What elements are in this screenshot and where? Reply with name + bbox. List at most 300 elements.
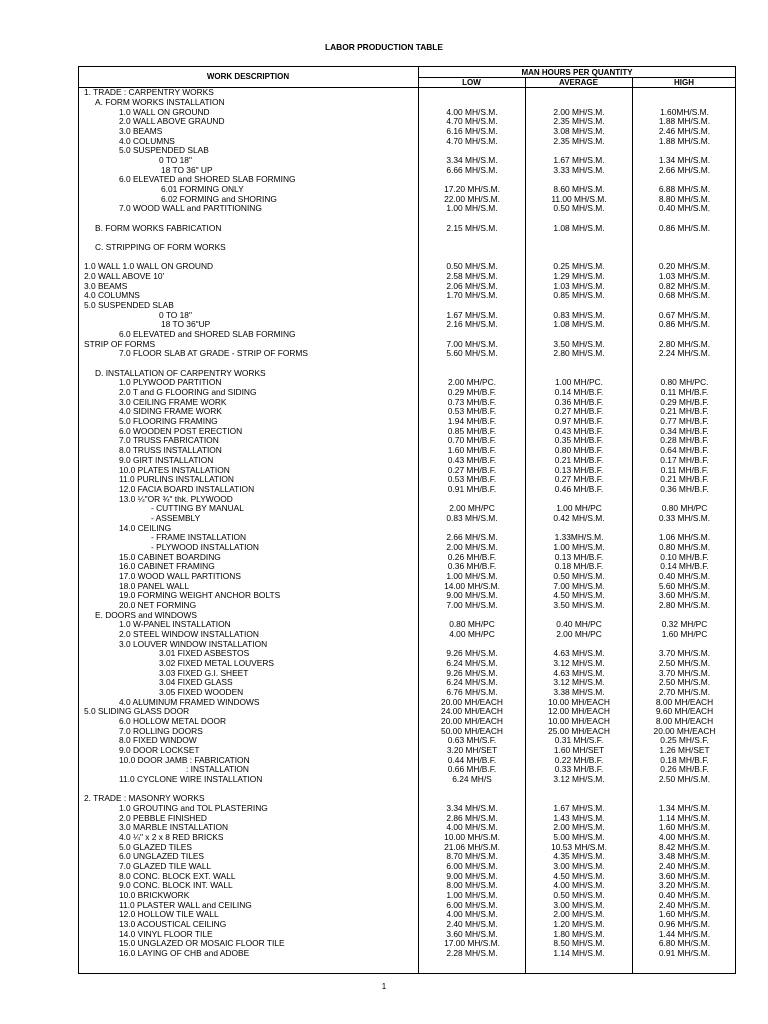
work-description-cell: 11.0 CYCLONE WIRE INSTALLATION <box>119 774 263 784</box>
table-row <box>0 707 768 717</box>
work-description-cell: 3.02 FIXED METAL LOUVERS <box>159 657 274 668</box>
high-value-cell: 3.70 MH/S.M. <box>658 648 711 659</box>
average-value-cell: 2.35 MH/S.M. <box>553 116 605 127</box>
high-value-cell: 3.48 MH/S.M. <box>658 851 711 862</box>
high-value-cell: 0.33 MH/S.M. <box>658 512 711 523</box>
work-description-cell: 11.0 PURLINS INSTALLATION <box>119 474 234 485</box>
table-row <box>0 717 768 727</box>
high-value-cell: 1.60 MH/PC <box>661 628 708 639</box>
average-value-cell: 10.00 MH/EACH <box>548 696 610 707</box>
low-column-header: LOW <box>462 78 481 87</box>
low-value-cell: 0.70 MH/B.F. <box>447 435 497 446</box>
work-description-cell: 5.0 SLIDING GLASS DOOR <box>84 706 190 717</box>
work-description-cell: 15.0 CABINET BOARDING <box>119 551 221 562</box>
average-value-cell: 0.40 MH/PC <box>556 619 602 630</box>
table-row <box>0 543 768 553</box>
low-value-cell: 1.94 MH/B.F. <box>447 416 497 427</box>
average-value-cell: 1.33MH/S.M. <box>554 532 604 543</box>
table-row <box>0 736 768 746</box>
high-value-cell: 2.80 MH/S.M. <box>658 338 711 349</box>
work-description-cell: 5.0 GLAZED TILES <box>119 841 192 852</box>
work-description-cell: 4.0 ¼" x 2 x 8 RED BRICKS <box>119 832 224 843</box>
work-description-cell: 4.0 COLUMNS <box>119 135 175 146</box>
work-description-cell: 1.0 PLYWOOD PARTITION <box>119 377 222 388</box>
work-description-cell: 12.0 HOLLOW TILE WALL <box>119 909 219 920</box>
high-value-cell: 2.46 MH/S.M. <box>658 125 711 136</box>
work-description-cell: 1.0 WALL ON GROUND <box>119 106 210 117</box>
work-description-cell: 4.0 COLUMNS <box>84 290 140 301</box>
average-value-cell: 5.00 MH/S.M. <box>553 832 605 843</box>
table-row <box>0 562 768 572</box>
table-row <box>0 388 768 398</box>
work-description-cell: 2.0 STEEL WINDOW INSTALLATION <box>119 628 259 639</box>
table-row <box>0 224 768 234</box>
table-row <box>0 930 768 940</box>
high-value-cell: 0.36 MH/B.F. <box>660 483 709 494</box>
work-description-cell: D. INSTALLATION OF CARPENTRY WORKS <box>95 367 266 378</box>
average-value-cell: 8.60 MH/S.M. <box>553 184 605 195</box>
work-description-cell: 0 TO 18" <box>159 309 192 320</box>
table-row <box>0 320 768 330</box>
high-value-cell: 0.18 MH/B.F. <box>660 754 709 765</box>
work-description-cell: B. FORM WORKS FABRICATION <box>95 222 222 233</box>
average-value-cell: 0.97 MH/B.F. <box>554 416 604 427</box>
table-row <box>0 456 768 466</box>
table-row <box>0 204 768 214</box>
low-value-cell: 0.44 MH/B.F. <box>447 754 497 765</box>
average-value-cell: 1.67 MH/S.M. <box>553 155 605 165</box>
work-description-cell: - FRAME INSTALLATION <box>151 532 247 543</box>
page-number: 1 <box>381 982 387 991</box>
table-row <box>0 872 768 882</box>
average-value-cell: 4.35 MH/S.M. <box>553 851 605 862</box>
table-row <box>0 185 768 195</box>
low-value-cell: 24.00 MH/EACH <box>441 706 503 717</box>
work-description-cell: 5.0 SUSPENDED SLAB <box>119 145 209 156</box>
low-value-cell: 17.20 MH/S.M. <box>444 184 500 195</box>
high-value-cell: 0.82 MH/S.M. <box>658 280 711 291</box>
average-value-cell: 0.80 MH/B.F. <box>554 445 604 456</box>
table-row <box>0 582 768 592</box>
low-value-cell: 0.91 MH/B.F. <box>447 483 497 494</box>
table-row <box>0 611 768 621</box>
low-value-cell: 2.40 MH/S.M. <box>446 919 498 930</box>
low-value-cell: 10.00 MH/S.M. <box>444 832 500 843</box>
average-value-cell: 0.33 MH/B.F. <box>554 764 604 775</box>
work-description-cell: 8.0 FIXED WINDOW <box>119 735 197 746</box>
low-value-cell: 6.00 MH/S.M. <box>446 861 498 872</box>
high-value-cell: 9.60 MH/EACH <box>655 706 714 717</box>
high-value-cell: 20.00 MH/EACH <box>653 725 716 736</box>
work-description-cell: 9.0 CONC. BLOCK INT. WALL <box>119 880 233 891</box>
average-value-cell: 0.27 MH/B.F. <box>554 406 604 417</box>
average-value-cell: 0.43 MH/B.F. <box>554 425 604 436</box>
work-description-cell: 12.0 FACIA BOARD INSTALLATION <box>119 483 255 494</box>
table-row <box>0 98 768 108</box>
average-value-cell: 12.00 MH/EACH <box>548 706 610 717</box>
work-description-cell: - PLYWOOD INSTALLATION <box>151 541 259 552</box>
high-value-cell: 0.21 MH/B.F. <box>660 406 709 417</box>
average-value-cell: 3.12 MH/S.M. <box>553 657 605 668</box>
work-description-cell: 7.0 FLOOR SLAB AT GRADE - STRIP OF FORMS <box>119 348 308 359</box>
work-description-cell: 2. TRADE : MASONRY WORKS <box>84 793 205 804</box>
work-description-cell: 14.0 VINYL FLOOR TILE <box>119 928 213 939</box>
average-value-cell: 2.35 MH/S.M. <box>553 135 605 146</box>
table-row <box>0 524 768 534</box>
table-row <box>0 852 768 862</box>
low-value-cell: 0.85 MH/B.F. <box>447 425 497 436</box>
table-row <box>0 910 768 920</box>
high-value-cell: 3.20 MH/S.M. <box>658 880 711 891</box>
average-value-cell: 0.13 MH/B.F. <box>554 551 604 562</box>
work-description-cell: 10.0 PLATES INSTALLATION <box>119 464 230 475</box>
table-row <box>0 156 768 166</box>
table-row <box>0 949 768 959</box>
work-description-cell: 9.0 GIRT INSTALLATION <box>119 454 214 465</box>
low-value-cell: 2.16 MH/S.M. <box>446 319 498 330</box>
table-row <box>0 756 768 766</box>
high-value-cell: 1.34 MH/S.M. <box>658 803 711 814</box>
work-description-cell: - CUTTING BY MANUAL <box>151 503 244 514</box>
table-row <box>0 881 768 891</box>
table-row <box>0 436 768 446</box>
average-value-cell: 1.67 MH/S.M. <box>553 803 605 814</box>
table-row <box>0 475 768 485</box>
average-value-cell: 25.00 MH/EACH <box>548 725 610 736</box>
work-description-cell: E. DOORS and WINDOWS <box>95 609 197 620</box>
work-description-cell: 18.0 PANEL WALL <box>119 580 189 591</box>
table-row <box>0 727 768 737</box>
high-value-cell: 2.40 MH/S.M. <box>658 861 711 872</box>
table-row <box>0 166 768 176</box>
high-value-cell: 0.68 MH/S.M. <box>658 290 711 301</box>
high-value-cell: 0.86 MH/S.M. <box>658 222 711 233</box>
average-value-cell: 0.85 MH/S.M. <box>553 290 605 301</box>
average-value-cell: 1.08 MH/S.M. <box>553 222 605 233</box>
low-value-cell: 0.27 MH/B.F. <box>447 464 497 475</box>
table-row <box>0 640 768 650</box>
low-value-cell: 4.00 MH/S.M. <box>446 106 498 117</box>
low-value-cell: 20.00 MH/EACH <box>441 696 503 707</box>
table-row <box>0 175 768 185</box>
table-row <box>0 127 768 137</box>
high-value-cell: 2.50 MH/S.M. <box>658 657 711 668</box>
average-value-cell: 1.80 MH/S.M. <box>553 928 605 939</box>
work-description-cell: 6.0 ELEVATED and SHORED SLAB FORMING <box>119 329 296 340</box>
high-value-cell: 5.60 MH/S.M. <box>658 580 711 591</box>
average-value-cell: 1.00 MH/S.M. <box>553 541 605 552</box>
low-value-cell: 4.70 MH/S.M. <box>446 135 498 146</box>
table-row <box>0 533 768 543</box>
high-column-header: HIGH <box>674 78 694 87</box>
average-value-cell: 4.00 MH/S.M. <box>553 880 605 891</box>
average-value-cell: 0.50 MH/S.M. <box>553 890 605 901</box>
high-value-cell: 0.64 MH/B.F. <box>660 445 709 456</box>
table-row <box>0 620 768 630</box>
table-row <box>0 630 768 640</box>
high-value-cell: 0.86 MH/S.M. <box>658 319 711 330</box>
table-row <box>0 407 768 417</box>
low-value-cell: 2.06 MH/S.M. <box>446 280 498 291</box>
work-description-cell: 11.0 PLASTER WALL and CEILING <box>119 899 252 910</box>
work-description-cell: 3.0 CEILING FRAME WORK <box>119 396 227 407</box>
average-value-cell: 3.08 MH/S.M. <box>553 125 605 136</box>
table-row <box>0 466 768 476</box>
average-value-cell: 0.35 MH/B.F. <box>554 435 604 446</box>
high-value-cell: 3.60 MH/S.M. <box>658 870 711 881</box>
table-row <box>0 504 768 514</box>
table-row <box>0 775 768 785</box>
work-description-cell: - ASSEMBLY <box>151 512 201 523</box>
work-description-cell: 1. TRADE : CARPENTRY WORKS <box>84 87 214 98</box>
average-value-cell: 3.12 MH/S.M. <box>553 677 605 688</box>
work-description-cell: A. FORM WORKS INSTALLATION <box>95 96 225 107</box>
low-value-cell: 0.80 MH/PC <box>449 619 495 630</box>
work-description-cell: 7.0 ROLLING DOORS <box>119 725 203 736</box>
high-value-cell: 0.77 MH/B.F. <box>660 416 709 427</box>
high-value-cell: 1.03 MH/S.M. <box>658 271 711 282</box>
average-value-cell: 0.13 MH/B.F. <box>554 464 604 475</box>
low-value-cell: 0.66 MH/B.F. <box>447 764 497 775</box>
low-value-cell: 2.00 MH/PC. <box>448 377 496 388</box>
table-row <box>0 794 768 804</box>
table-row <box>0 920 768 930</box>
low-value-cell: 2.00 MH/PC <box>449 503 495 514</box>
low-value-cell: 0.50 MH/S.M. <box>446 261 498 272</box>
high-value-cell: 0.80 MH/S.M. <box>658 541 711 552</box>
high-value-cell: 0.14 MH/B.F. <box>660 561 709 572</box>
work-description-cell: 18 TO 36" UP <box>161 164 213 175</box>
work-description-cell: 1.0 WALL 1.0 WALL ON GROUND <box>84 261 214 272</box>
average-value-cell: 2.00 MH/S.M. <box>553 106 605 117</box>
low-value-cell: 6.24 MH/S.M. <box>446 677 498 688</box>
high-value-cell: 3.60 MH/S.M. <box>658 590 711 601</box>
high-value-cell: 2.24 MH/S.M. <box>658 348 711 359</box>
high-value-cell: 4.00 MH/S.M. <box>658 832 711 843</box>
average-value-cell: 2.00 MH/S.M. <box>553 822 605 833</box>
work-description-cell: STRIP OF FORMS <box>84 338 156 349</box>
low-value-cell: 0.36 MH/B.F. <box>447 561 497 572</box>
low-value-cell: 1.00 MH/S.M. <box>446 570 498 581</box>
low-value-cell: 3.34 MH/S.M. <box>446 155 498 165</box>
table-row <box>0 688 768 698</box>
average-value-cell: 3.00 MH/S.M. <box>553 899 605 910</box>
work-description-cell: 15.0 UNGLAZED OR MOSAIC FLOOR TILE <box>119 938 285 949</box>
work-description-cell: 2.0 WALL ABOVE 10' <box>84 271 165 282</box>
table-row <box>0 553 768 563</box>
average-value-cell: 0.25 MH/S.M. <box>553 261 605 272</box>
high-value-cell: 8.00 MH/EACH <box>655 715 714 726</box>
work-description-cell: 6.0 HOLLOW METAL DOOR <box>119 715 227 726</box>
work-description-cell: C. STRIPPING OF FORM WORKS <box>95 242 226 253</box>
table-row <box>0 823 768 833</box>
average-value-cell: 1.00 MH/PC <box>556 503 602 514</box>
work-description-cell: 1.0 GROUTING and TOL PLASTERING <box>119 803 268 814</box>
work-description-cell: 9.0 DOOR LOCKSET <box>119 744 200 755</box>
table-row <box>0 311 768 321</box>
average-value-cell: 8.50 MH/S.M. <box>553 938 605 949</box>
low-value-cell: 6.00 MH/S.M. <box>446 899 498 910</box>
average-value-cell: 1.03 MH/S.M. <box>553 280 605 291</box>
low-value-cell: 2.66 MH/S.M. <box>446 532 498 543</box>
table-row <box>0 108 768 118</box>
average-value-cell: 0.22 MH/B.F. <box>554 754 604 765</box>
low-value-cell: 2.86 MH/S.M. <box>446 812 498 823</box>
table-row <box>0 485 768 495</box>
work-description-cell: 3.01 FIXED ASBESTOS <box>159 648 250 659</box>
low-value-cell: 14.00 MH/S.M. <box>444 580 500 591</box>
high-value-cell: 1.88 MH/S.M. <box>658 116 711 127</box>
low-value-cell: 0.26 MH/B.F. <box>447 551 497 562</box>
high-value-cell: 0.32 MH/PC <box>661 619 708 630</box>
average-value-cell: 4.50 MH/S.M. <box>553 590 605 601</box>
low-value-cell: 9.26 MH/S.M. <box>446 648 498 659</box>
low-value-cell: 5.60 MH/S.M. <box>446 348 498 359</box>
table-row <box>0 195 768 205</box>
average-value-cell: 0.42 MH/S.M. <box>553 512 605 523</box>
high-value-cell: 8.80 MH/S.M. <box>658 193 711 204</box>
work-description-cell: 3.05 FIXED WOODEN <box>159 686 244 697</box>
low-value-cell: 17.00 MH/S.M. <box>444 938 500 949</box>
high-value-cell: 2.50 MH/S.M. <box>658 677 711 688</box>
average-value-cell: 0.50 MH/S.M. <box>553 570 605 581</box>
low-value-cell: 2.15 MH/S.M. <box>446 222 498 233</box>
average-value-cell: 4.50 MH/S.M. <box>553 870 605 881</box>
average-value-cell: 4.63 MH/S.M. <box>553 648 605 659</box>
high-value-cell: 0.20 MH/S.M. <box>658 261 711 272</box>
table-row <box>0 495 768 505</box>
low-value-cell: 6.76 MH/S.M. <box>446 686 498 697</box>
high-value-cell: 0.21 MH/B.F. <box>660 474 709 485</box>
work-description-cell: 6.0 WOODEN POST ERECTION <box>119 425 243 436</box>
low-value-cell: 0.83 MH/S.M. <box>446 512 498 523</box>
work-description-cell: 2.0 WALL ABOVE GRAUND <box>119 116 225 127</box>
low-value-cell: 0.29 MH/B.F. <box>447 387 497 398</box>
work-description-header: WORK DESCRIPTION <box>206 72 290 81</box>
low-value-cell: 7.00 MH/S.M. <box>446 338 498 349</box>
work-description-cell: 7.0 GLAZED TILE WALL <box>119 861 212 872</box>
table-row <box>0 901 768 911</box>
low-value-cell: 0.53 MH/B.F. <box>447 406 497 417</box>
work-description-cell: 1.0 W-PANEL INSTALLATION <box>119 619 231 630</box>
average-value-cell: 4.63 MH/S.M. <box>553 667 605 678</box>
low-value-cell: 9.00 MH/S.M. <box>446 870 498 881</box>
average-value-cell: 0.21 MH/B.F. <box>554 454 604 465</box>
table-row <box>0 340 768 350</box>
work-description-cell: 3.0 BEAMS <box>84 280 128 291</box>
table-row <box>0 243 768 253</box>
average-value-cell: 0.14 MH/B.F. <box>554 387 604 398</box>
table-row <box>0 678 768 688</box>
high-value-cell: 6.88 MH/S.M. <box>658 184 711 195</box>
high-value-cell: 0.11 MH/B.F. <box>660 387 709 398</box>
low-value-cell: 22.00 MH/S.M. <box>444 193 500 204</box>
table-row <box>0 814 768 824</box>
work-description-cell: 16.0 CABINET FRAMING <box>119 561 215 572</box>
low-value-cell: 1.60 MH/B.F. <box>447 445 497 456</box>
table-row <box>0 117 768 127</box>
low-value-cell: 1.00 MH/S.M. <box>446 203 498 214</box>
low-value-cell: 4.00 MH/S.M. <box>446 822 498 833</box>
high-value-cell: 8.42 MH/S.M. <box>658 841 711 852</box>
work-description-cell: 6.02 FORMING and SHORING <box>161 193 277 204</box>
work-description-cell: 4.0 SIDING FRAME WORK <box>119 406 222 417</box>
work-description-cell: 6.0 UNGLAZED TILES <box>119 851 205 862</box>
high-value-cell: 0.25 MH/S.F. <box>660 735 709 746</box>
table-row <box>0 746 768 756</box>
table-row <box>0 146 768 156</box>
low-value-cell: 21.06 MH/S.M. <box>444 841 500 852</box>
table-row <box>0 572 768 582</box>
low-value-cell: 3.20 MH/SET <box>446 744 498 755</box>
high-value-cell: 0.10 MH/B.F. <box>660 551 709 562</box>
work-description-cell: 3.0 BEAMS <box>119 125 163 136</box>
table-row <box>0 446 768 456</box>
work-description-cell: 10.0 BRICKWORK <box>119 890 190 901</box>
table-row <box>0 427 768 437</box>
average-value-cell: 0.27 MH/B.F. <box>554 474 604 485</box>
high-value-cell: 1.44 MH/S.M. <box>658 928 711 939</box>
average-value-cell: 0.83 MH/S.M. <box>553 309 605 320</box>
high-value-cell: 2.66 MH/S.M. <box>658 164 711 175</box>
average-value-cell: 0.31 MH/S.F. <box>554 735 604 746</box>
table-row <box>0 939 768 949</box>
average-value-cell: 7.00 MH/S.M. <box>553 580 605 591</box>
average-value-cell: 1.14 MH/S.M. <box>553 948 605 959</box>
low-value-cell: 0.73 MH/B.F. <box>447 396 497 407</box>
low-value-cell: 50.00 MH/EACH <box>441 725 503 736</box>
average-value-cell: 2.80 MH/S.M. <box>553 348 605 359</box>
average-value-cell: 3.38 MH/S.M. <box>553 686 605 697</box>
high-value-cell: 0.91 MH/S.M. <box>658 948 711 959</box>
work-description-cell: 13.0 ¼"OR ¾" thk. PLYWOOD <box>119 493 233 504</box>
low-value-cell: 3.34 MH/S.M. <box>446 803 498 814</box>
table-row <box>0 659 768 669</box>
average-value-cell: 3.50 MH/S.M. <box>553 599 605 610</box>
work-description-cell: : INSTALLATION <box>186 764 249 775</box>
page-title: LABOR PRODUCTION TABLE <box>324 42 444 52</box>
high-value-cell: 2.70 MH/S.M. <box>658 686 711 697</box>
high-value-cell: 0.11 MH/B.F. <box>660 464 709 475</box>
high-value-cell: 0.67 MH/S.M. <box>658 309 711 320</box>
average-value-cell: 3.50 MH/S.M. <box>553 338 605 349</box>
work-description-cell: 4.0 ALUMINUM FRAMED WINDOWS <box>119 696 260 707</box>
high-value-cell: 0.17 MH/B.F. <box>660 454 709 465</box>
work-description-cell: 2.0 T and G FLOORING and SIDING <box>119 387 257 398</box>
average-value-cell: 0.50 MH/S.M. <box>553 203 605 214</box>
work-description-cell: 8.0 TRUSS INSTALLATION <box>119 445 222 456</box>
high-value-cell: 2.80 MH/S.M. <box>658 599 711 610</box>
average-value-cell: 3.00 MH/S.M. <box>553 861 605 872</box>
average-value-cell: 0.36 MH/B.F. <box>554 396 604 407</box>
low-value-cell: 2.00 MH/S.M. <box>446 541 498 552</box>
low-value-cell: 1.70 MH/S.M. <box>446 290 498 301</box>
average-value-cell: 10.53 MH/S.M. <box>551 841 607 852</box>
work-description-cell: 3.03 FIXED G.I. SHEET <box>159 667 249 678</box>
table-row <box>0 398 768 408</box>
table-row <box>0 301 768 311</box>
low-value-cell: 0.43 MH/B.F. <box>447 454 497 465</box>
work-description-cell: 16.0 LAYING OF CHB and ADOBE <box>119 948 250 959</box>
high-value-cell: 1.34 MH/S.M. <box>658 155 711 165</box>
work-description-cell: 20.0 NET FORMING <box>119 599 197 610</box>
work-description-cell: 6.01 FORMING ONLY <box>161 184 244 195</box>
low-value-cell: 20.00 MH/EACH <box>441 715 503 726</box>
high-value-cell: 0.28 MH/B.F. <box>660 435 709 446</box>
work-description-cell: 3.04 FIXED GLASS <box>159 677 233 688</box>
low-value-cell: 6.24 MH/S <box>452 774 492 784</box>
high-value-cell: 2.50 MH/S.M. <box>658 774 711 784</box>
